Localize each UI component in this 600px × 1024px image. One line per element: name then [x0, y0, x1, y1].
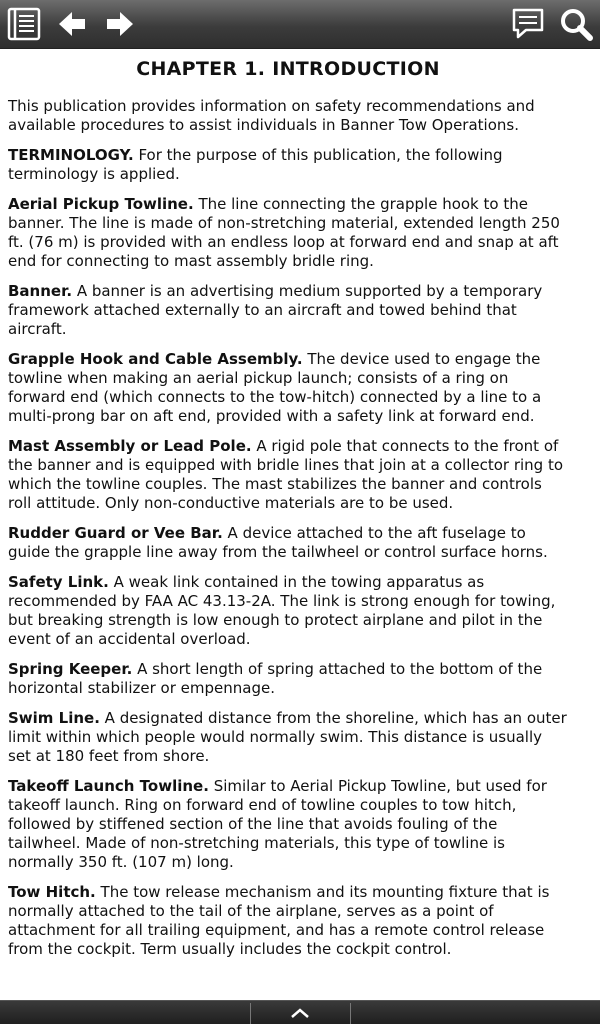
definition-term: Mast Assembly or Lead Pole. [8, 437, 252, 455]
definition-term: Banner. [8, 282, 73, 300]
expand-button[interactable] [251, 1001, 349, 1024]
definition-paragraph [8, 573, 568, 649]
top-toolbar [0, 0, 600, 49]
bottom-bar [0, 1000, 600, 1024]
definition-paragraph [8, 350, 568, 426]
definition-list [8, 146, 568, 959]
chapter-title: CHAPTER 1. INTRODUCTION [136, 58, 440, 80]
back-arrow-icon [57, 9, 87, 39]
definition-paragraph [8, 660, 568, 698]
definition-text: Similar to Aerial Pickup Towline, but used for takeoff launch. Ring on forward end of towline couples to tow hitch, followed by stiffened section of the line that avoids fouling of the tailwheel. Made of non-stretching materials, this type of towline is normally 350 ft. (107 m) long. [8, 777, 547, 871]
definition-text: For the purpose of this publication, the following terminology is applied. [8, 146, 503, 183]
definition-text: A banner is an advertising medium supported by a temporary framework attached externally to an aircraft and towed behind that aircraft. [8, 282, 543, 338]
definition-term: Takeoff Launch Towline. [8, 777, 209, 795]
definition-term: Tow Hitch. [8, 883, 96, 901]
table-of-contents-button[interactable] [4, 4, 44, 44]
definition-term: Rudder Guard or Vee Bar. [8, 524, 223, 542]
forward-button[interactable] [100, 4, 140, 44]
definition-text: A weak link contained in the towing apparatus as recommended by FAA AC 43.13-2A. The link is strong enough for towing, but breaking strength is low enough to protect airplane and pilot in the event of an accidental overload. [8, 573, 556, 648]
definition-text: A device attached to the aft fuselage to guide the grapple line away from the tailwheel or control surface horns. [8, 524, 548, 561]
definition-text: A short length of spring attached to the bottom of the horizontal stabilizer or empennage. [8, 660, 543, 697]
definition-term: Spring Keeper. [8, 660, 133, 678]
definition-text: The line connecting the grapple hook to the banner. The line is made of non-stretching material, extended length 250 ft. (76 m) is provided with an endless loop at forward end and snap at aft end for connecting to mast assembly bridle ring. [8, 195, 560, 270]
search-icon [558, 6, 594, 42]
document-content [8, 54, 568, 970]
definition-paragraph [8, 777, 568, 872]
search-button[interactable] [556, 4, 596, 44]
forward-arrow-icon [105, 9, 135, 39]
definition-term: Safety Link. [8, 573, 109, 591]
chevron-up-icon [290, 1004, 310, 1023]
definition-paragraph [8, 195, 568, 271]
intro-paragraph: This publication provides information on safety recommendations and available procedures to assist individuals in Banner Tow Operations. [8, 97, 535, 134]
definition-term: Swim Line. [8, 709, 100, 727]
notes-icon [510, 6, 546, 42]
definition-text: The device used to engage the towline when making an aerial pickup launch; consists of a ring on forward end (which connects to the tow-hitch) connected by a line to a multi-prong bar on aft end, provided with a safety link at forward end. [8, 350, 542, 425]
definition-term: TERMINOLOGY. [8, 146, 134, 164]
definition-text: A rigid pole that connects to the front of the banner and is equipped with bridle lines that join at a collector ring to which the towline couples. The mast stabilizes the banner and controls roll attitude. Only non-conductive materials are to be used. [8, 437, 564, 512]
definition-paragraph [8, 437, 568, 513]
definition-paragraph [8, 883, 568, 959]
definition-text: The tow release mechanism and its mounting fixture that is normally attached to the tail of the airplane, serves as a point of attachment for all trailing equipment, and has a remote control release from the cockpit. Term usually includes the cockpit control. [8, 883, 550, 958]
definition-paragraph [8, 282, 568, 339]
definition-paragraph [8, 524, 568, 562]
definition-paragraph [8, 709, 568, 766]
back-button[interactable] [52, 4, 92, 44]
bottom-divider-right [350, 1003, 351, 1024]
definition-term: Aerial Pickup Towline. [8, 195, 194, 213]
notes-button[interactable] [508, 4, 548, 44]
definition-text: A designated distance from the shoreline, which has an outer limit within which people would normally swim. This distance is usually set at 180 feet from shore. [8, 709, 567, 765]
definition-term: Grapple Hook and Cable Assembly. [8, 350, 303, 368]
toc-icon [6, 6, 42, 42]
definition-paragraph [8, 146, 568, 184]
